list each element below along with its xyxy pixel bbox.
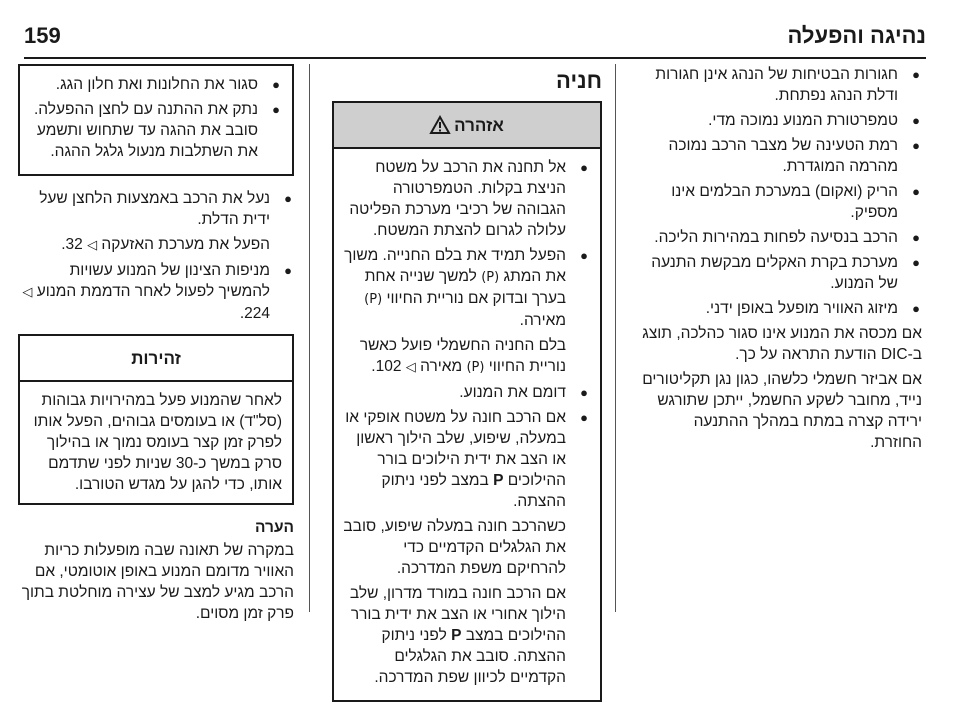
paragraph: אם הרכב חונה במורד מדרון, שלב הילוך אחורי או הצב את ידית בורר ההילוכים במצב P לפני ניתוק ההצתה. סובב את הגלגלים הקדמיים לכיוון שפת המדרכה. (349, 585, 566, 686)
list-item: ● רמת הטעינה של מצבר הרכב נמוכה מהרמה המוגדרת. (640, 135, 922, 177)
list-item: ● מיזוג האוויר מופעל באופן ידני. (640, 298, 922, 319)
header-rule (24, 57, 926, 59)
parking-brake-icon: (P) (466, 360, 485, 375)
paragraph: אם אביזר חשמלי כלשהו, כגון נגן תקליטורים נייד, מחובר לשקע החשמל, ייתכן שתורגש ירידה קצרה במתח במהלך ההתנעה החוזרת. (642, 371, 922, 451)
paragraph: הפעל את מערכת האזעקה ◁ 32. (61, 236, 270, 253)
list-item: ● חגורות הבטיחות של הנהג אינן חגורות ודלת הנהג נפתחת. (640, 64, 922, 106)
page-reference-icon: ◁ (87, 238, 98, 253)
left-column (18, 64, 294, 624)
warning-title: אזהרה (454, 115, 504, 135)
caution-header (20, 336, 292, 382)
list-item: ● מערכת בקרת האקלים מבקשת התנעה של המנוע. (640, 252, 922, 294)
right-column (640, 64, 922, 457)
note-title: הערה (255, 519, 294, 536)
list-item: ● נתק את ההתנה עם לחצן ההפעלה. סובב את ההגה עד שתחוש ותשמע את השתלבות מנעול גלגל ההגה. (26, 99, 282, 162)
middle-column (332, 70, 602, 714)
page-title: נהיגה והפעלה (787, 23, 926, 48)
warning-triangle-icon (430, 116, 450, 134)
warning-box (332, 101, 602, 702)
caution-title: זהירות (131, 348, 181, 368)
list-item: ● סגור את החלונות ואת חלון הגג. (26, 74, 282, 95)
caution-box (18, 334, 294, 505)
list-item: ● הרכב בנסיעה לפחות במהירות הליכה. (640, 227, 922, 248)
parking-steps-list (18, 188, 294, 230)
warning-body (334, 149, 600, 700)
list-item: ● אל תחנה את הרכב על משטח הניצת בקלות. הטמפרטורה הגבוהה של רכיבי מערכת הפליטה עלולה לגרום להצתת המשטח. (340, 157, 590, 241)
list-item: ● דומם את המנוע. (340, 382, 590, 403)
stop-conditions-list (640, 64, 922, 319)
page-reference-icon: ◁ (405, 360, 416, 375)
list-item: ● הפעל תמיד את בלם החנייה. משוך את המתג (P) למשך שנייה אחת בערך ובדוק אם נוריית החיווי (P) מאירה. (340, 245, 590, 331)
warning-header (334, 103, 600, 149)
page-number: 159 (24, 23, 61, 48)
column-divider (615, 64, 616, 612)
column-divider (309, 64, 310, 612)
note-text: במקרה של תאונה שבה מופעלות כריות האוויר מדומם המנוע באופן אוטומטי, אם הרכב מגיע למצב של עצירה מוחלטת בתוך פרק זמן מסוים. (21, 542, 294, 622)
page-header (24, 20, 926, 52)
page-reference-icon: ◁ (22, 285, 33, 300)
list-item: ● אם הרכב חונה על משטח אופקי או במעלה, שיפוע, שלב הילוך ראשון או הצב את ידית הילוכים בורר ההילוכים P במצב לפני ניתוק ההצתה. (340, 407, 590, 512)
list-item: ● נעל את הרכב באמצעות הלחצן שעל ידית הדלת. (18, 188, 294, 230)
section-heading: חניה (556, 68, 602, 93)
paragraph: אם מכסה את המנוע אינו סגור כהלכה, תוצג ב-DIC הודעת התראה על כך. (642, 325, 922, 363)
list-item: ● טמפרטורת המנוע נמוכה מדי. (640, 110, 922, 131)
list-item: ● הריק (ואקום) במערכת הבלמים אינו מספיק. (640, 181, 922, 223)
parking-brake-icon: (P) (364, 292, 383, 307)
paragraph: בלם החניה החשמלי פועל כאשר נוריית החיווי (P) מאירה ◁ 102. (359, 337, 566, 375)
list-item: ● מניפות הצינון של המנוע עשויות להמשיך לפעול לאחר הדממת המנוע ◁ 224. (18, 260, 294, 324)
caution-body: לאחר שהמנוע פעל במהירויות גבוהות (סל"ד) או בעומסים גבוהים, הפעל אותו לפרק זמן קצר בעומס נמוך או בהילוך סרק במשך כ-30 שניות לפני שתדמם אותו, כדי להגן על מגדש הטורבו. (33, 392, 282, 493)
continued-box (18, 64, 294, 176)
paragraph: כשהרכב חונה במעלה שיפוע, סובב את הגלגלים הקדמיים כדי להרחיקם משפת המדרכה. (343, 518, 566, 577)
parking-brake-icon: (P) (481, 270, 500, 285)
